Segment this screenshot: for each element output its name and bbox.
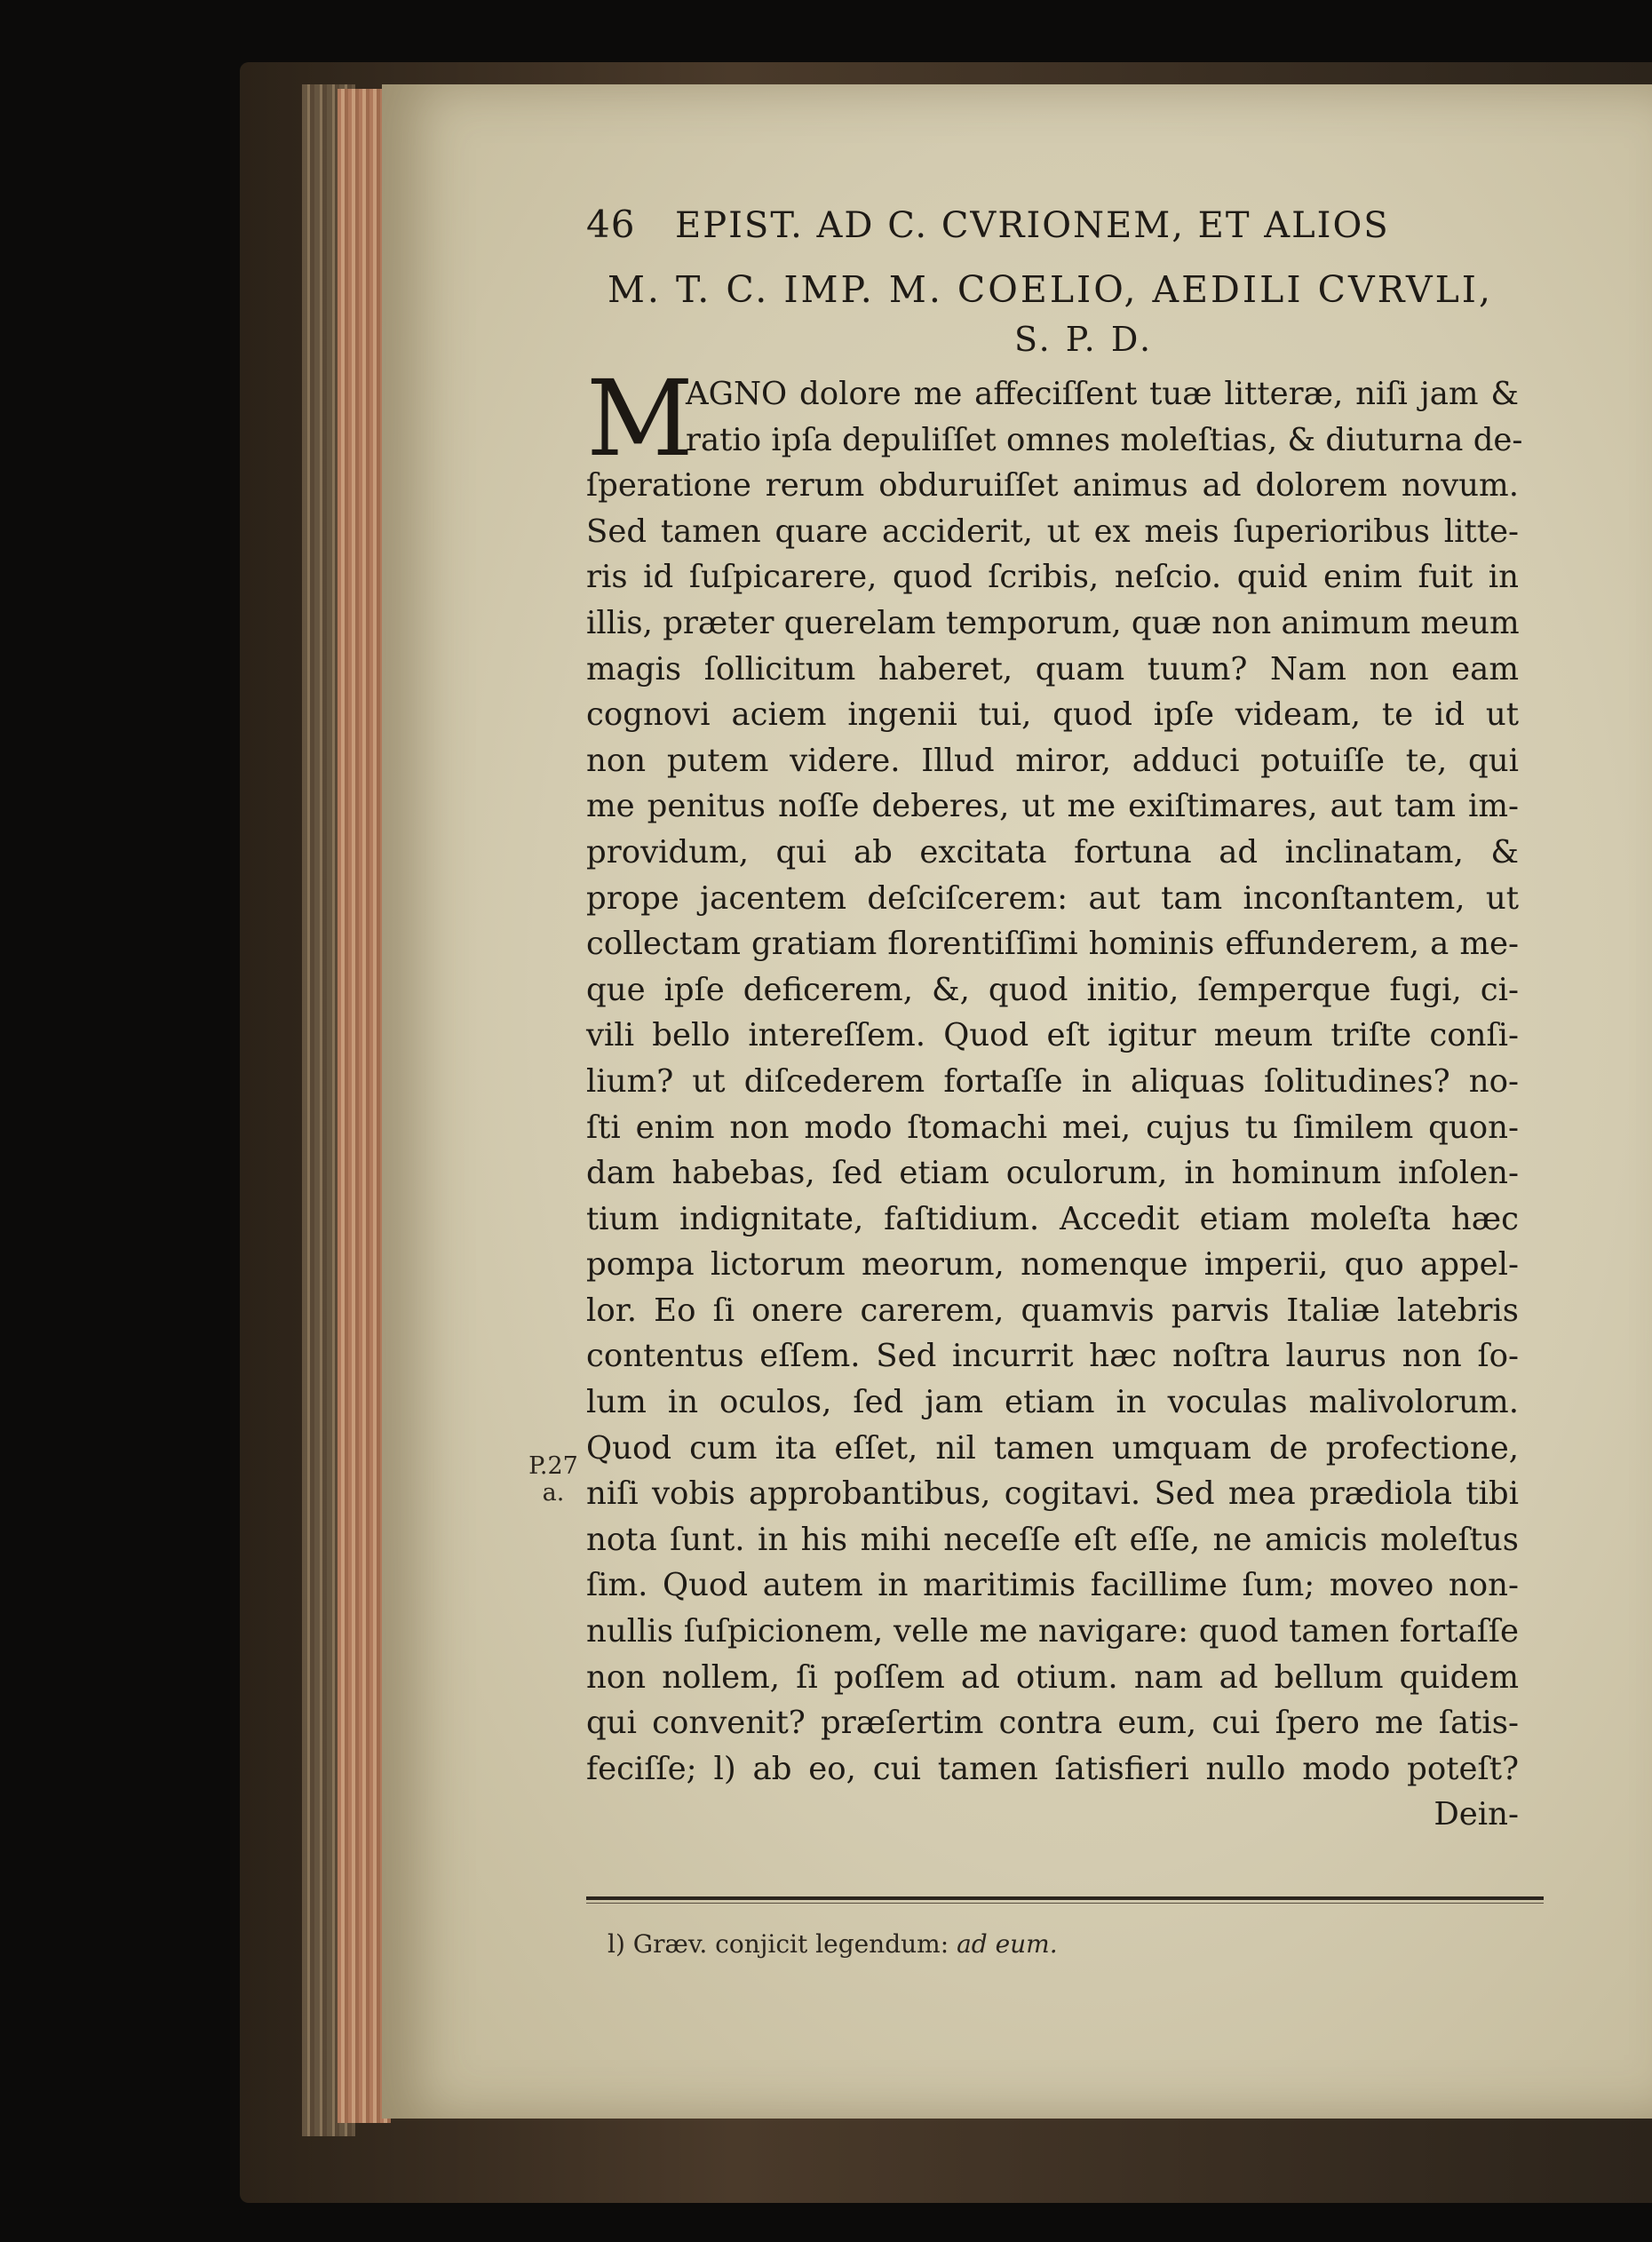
text-line: qui convenit? præſertim contra eum, cui ſpero me ſatis- bbox=[586, 1705, 1519, 1742]
footnote-text: Græv. conjicit legendum: bbox=[632, 1929, 949, 1959]
text-line: M AGNO dolore me affeciſſent tuæ litteræ, niſi jam & bbox=[586, 357, 1519, 480]
text-line: tium indignitate, faſtidium. Accedit etiam moleſta hæc bbox=[586, 1200, 1519, 1237]
margin-ref-line-1: P.27 bbox=[528, 1452, 578, 1480]
text-line: lum in oculos, ſed jam etiam in voculas malivolorum. bbox=[586, 1384, 1519, 1421]
text-line: Sed tamen quare acciderit, ut ex meis ſuperioribus litte- bbox=[586, 513, 1519, 550]
text-line: magis ſollicitum haberet, quam tuum? Nam non eam bbox=[586, 650, 1519, 688]
text-line: prope jacentem deſciſcerem: aut tam inconſtantem, ut bbox=[586, 879, 1519, 917]
footnote-marker: l) bbox=[608, 1929, 625, 1959]
running-head bbox=[586, 203, 1519, 265]
text-line: ratio ipſa depuliſſet omnes moleſtias, & diuturna de- bbox=[686, 421, 1523, 458]
text-line: niſi vobis approbantibus, cogitavi. Sed mea prædiola tibi bbox=[586, 1475, 1519, 1513]
footnote-rule bbox=[586, 1896, 1544, 1900]
text-line: vili bello intereſſem. Quod eſt igitur meum triſte conſi- bbox=[586, 1017, 1519, 1054]
margin-ref-line-2: a. bbox=[542, 1479, 565, 1507]
footnote bbox=[608, 1929, 1058, 1959]
text-line: contentus eſſem. Sed incurrit hæc noſtra laurus non ſo- bbox=[586, 1338, 1519, 1375]
catchword: Dein- bbox=[1434, 1796, 1519, 1833]
running-head-title: EPIST. AD C. CVRIONEM, ET ALIOS bbox=[675, 205, 1390, 246]
text-line: pompa lictorum meorum, nomenque imperii, quo appel- bbox=[586, 1246, 1519, 1284]
text-line: ſim. Quod autem in maritimis facillime ſum; moveo non- bbox=[586, 1567, 1519, 1604]
text-line: non nollem, ſi poſſem ad otium. nam ad bellum quidem bbox=[586, 1658, 1519, 1696]
text-line: ſperatione rerum obduruiſſet animus ad dolorem novum. bbox=[586, 467, 1519, 505]
text-line: ris id ſuſpicarere, quod ſcribis, neſcio. quid enim fuit in bbox=[586, 559, 1519, 596]
text-line: dam habebas, ſed etiam oculorum, in hominum inſolen- bbox=[586, 1155, 1519, 1192]
margin-reference bbox=[524, 1453, 583, 1507]
footnote-rule-thin bbox=[586, 1903, 1544, 1904]
salutation-line-1: M. T. C. IMP. M. COELIO, AEDILI CVRVLI, bbox=[607, 268, 1494, 311]
text-line: collectam gratiam florentiſſimi hominis effunderem, a me- bbox=[586, 926, 1519, 963]
text-line: Quod cum ita eſſet, nil tamen umquam de profectione, bbox=[586, 1429, 1519, 1467]
body-text bbox=[586, 357, 1523, 1838]
footnote-italic: ad eum. bbox=[957, 1929, 1058, 1959]
text-line: illis, præter querelam temporum, quæ non animum meum bbox=[586, 604, 1520, 641]
text-block bbox=[586, 203, 1523, 1838]
text-line: nullis ſuſpicionem, velle me navigare: quod tamen fortaſſe bbox=[586, 1613, 1519, 1650]
text-line: me penitus noſſe deberes, ut me exiſtimares, aut tam im- bbox=[586, 788, 1519, 825]
text-line: lor. Eo ſi onere carerem, quamvis parvis Italiæ latebris bbox=[586, 1292, 1519, 1329]
text-line: nota ſunt. in his mihi neceſſe eſt eſſe, ne amicis moleſtus bbox=[586, 1521, 1519, 1558]
salutation-line-2: S. P. D. bbox=[1013, 320, 1154, 359]
text-line: non putem videre. Illud miror, adduci potuiſſe te, qui bbox=[586, 742, 1519, 779]
page-number: 46 bbox=[586, 203, 636, 246]
text-line: lium? ut diſcederem fortaſſe in aliquas ſolitudines? no- bbox=[586, 1062, 1519, 1100]
text-line: feciſſe; l) ab eo, cui tamen ſatisfieri nullo modo poteſt? bbox=[586, 1750, 1519, 1787]
text-line: ſti enim non modo ſtomachi mei, cujus tu ſimilem quon- bbox=[586, 1109, 1519, 1146]
text-line: que ipſe deficerem, &, quod initio, ſemperque fugi, ci- bbox=[586, 971, 1519, 1008]
text-line: cognovi aciem ingenii tui, quod ipſe videam, te id ut bbox=[586, 696, 1519, 734]
drop-cap: M bbox=[586, 357, 694, 480]
text-line: providum, qui ab excitata fortuna ad inclinatam, & bbox=[586, 833, 1519, 871]
